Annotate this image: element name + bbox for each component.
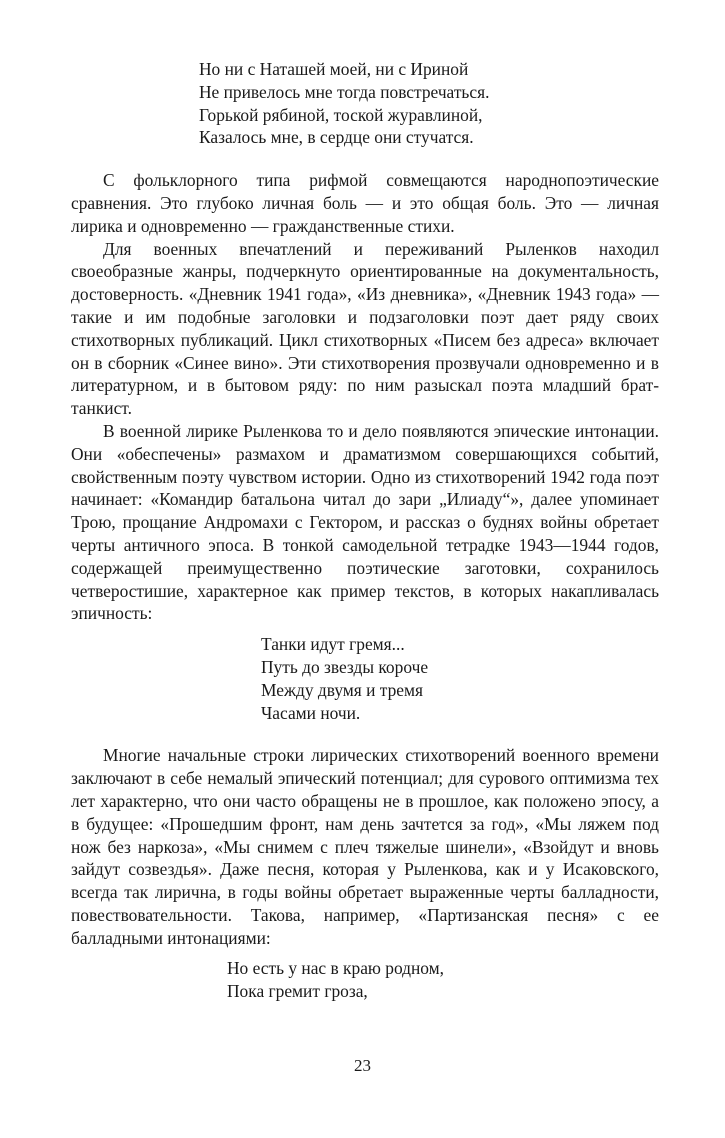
verse-line: Но ни с Наташей моей, ни с Ириной	[199, 59, 469, 79]
verse-quote-3	[227, 957, 659, 1003]
verse-quote-2	[261, 633, 659, 724]
body-paragraph: С фольклорного типа рифмой совмещаются народнопоэтические сравнения. Это глубоко личная боль — и это общая боль. Это — личная лирика и одновременно — гражданственные стихи.	[71, 170, 659, 236]
verse-line: Путь до звезды короче	[261, 656, 429, 677]
body-paragraph: В военной лирике Рыленкова то и дело появляются эпические интонации. Они «обеспечены» размахом и драматизмом совершающихся событий, свойственным поэту чувством истории. Одно из стихотворений 1942 года поэт начинает: «Командир батальона читал до зари „Илиаду“», далее упоминает Трою, прощание Андромахи с Гектором, и рассказ о буднях войны обретает черты античного эпоса. В тонкой самодельной тетрадке 1943—1944 годов, содержащей преимущественно поэтические заготовки, сохранилось четверостишие, характерное как пример текстов, в которых накапливалась эпичность:	[71, 420, 659, 624]
verse-line: Но есть у нас в краю родном,	[227, 958, 445, 979]
page-body	[71, 58, 659, 1003]
verse-line: Танки идут гремя...	[261, 634, 405, 655]
verse-quote-1	[199, 58, 659, 149]
verse-line: Не привелось мне тогда повстречаться.	[199, 81, 490, 102]
body-paragraph: Многие начальные строки лирических стихотворений военного времени заключают в себе немалый эпический потенциал; для сурового оптимизма тех лет характерно, что они часто обращены не в прошлое, как положено эпосу, а в будущее: «Прошедшим фронт, нам день зачтется за год», «Мы ляжем под нож без наркоза», «Мы снимем с плеч тяжелые шинели», «Взойдут и вновь зайдут созвездья». Даже песня, которая у Рыленкова, как и у Исаковского, всегда так лирична, в годы войны обретает выраженные черты балладности, повествовательности. Такова, например, «Партизанская песня» с ее балладными интонациями:	[71, 745, 659, 948]
verse-line: Между двумя и тремя	[261, 679, 424, 700]
verse-line: Часами ночи.	[261, 702, 361, 723]
verse-line: Пока гремит гроза,	[227, 981, 368, 1002]
page-number: 23	[354, 1056, 371, 1075]
verse-line: Горькой рябиной, тоской журавлиной,	[199, 104, 483, 125]
verse-line: Казалось мне, в сердце они стучатся.	[199, 127, 474, 148]
body-paragraph: Для военных впечатлений и переживаний Рыленков находил своеобразные жанры, подчеркнуто ориентированные на документальность, достоверность. «Дневник 1941 года», «Из дневника», «Дневник 1943 года» — такие и им подобные заголовки и подзаголовки поэт дает ряду своих стихотворных публикаций. Цикл стихотворных «Писем без адреса» включает он в сборник «Синее вино». Эти стихотворения прозвучали одновременно и в литературном, и в бытовом ряду: по ним разыскал поэта младший брат-танкист.	[71, 238, 659, 419]
